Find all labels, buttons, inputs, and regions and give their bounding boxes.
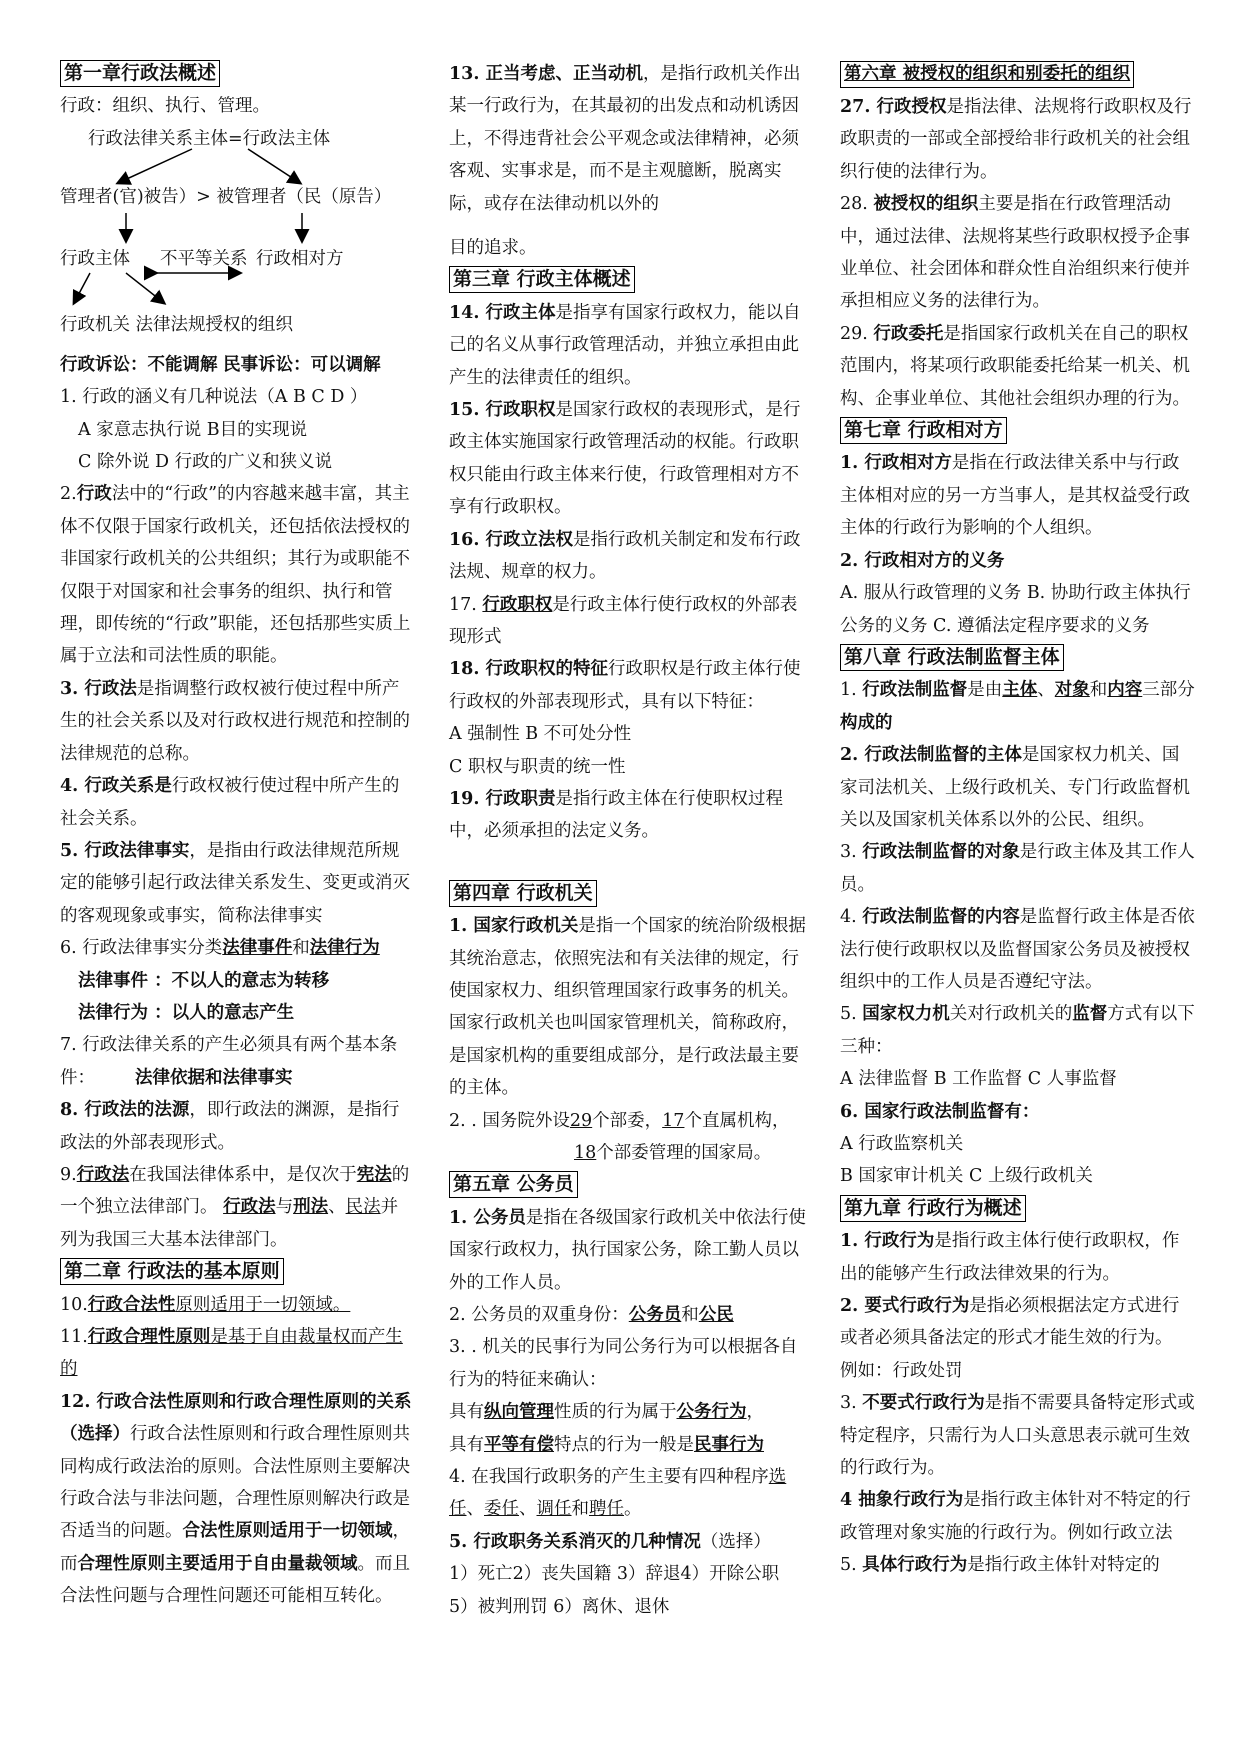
ch8-item-1: 1. 行政法制监督是由主体、对象和内容三部分构成的 [840,680,1195,733]
arrow-to-organ [74,273,90,303]
ch9-item-2: 2. 要式行政行为是指必须根据法定方式进行或者必须具备法定的形式才能生效的行为。 例如：行政处罚 [840,1296,1180,1381]
chapter-3-heading: 第三章 行政主体概述 [449,266,635,293]
paragraph-29: 29. 行政委托是指国家行政机关在自己的职权范围内，将某项行政职能委托给某一机关、机构、企事业单位、其他社会组织办理的行为。 [840,323,1190,409]
ch5-item-3-line-b: 具有平等有偿特点的行为一般是民事行为 [449,1434,764,1455]
ch8-item-6-bc: B 国家审计机关 C 上级行政机关 [840,1166,1093,1187]
ch5-item-3: 3. . 机关的民事行为同公务行为可以根据各自行为的特征来确认： [449,1337,798,1390]
chapter-5-heading: 第五章 公务员 [449,1171,578,1198]
ch9-item-4: 4 抽象行政行为是指行政主体针对不特定的行政管理对象实施的行政行为。例如行政立法 [840,1490,1191,1543]
ch8-item-5: 5. 国家权力机关对行政机关的监督方式有以下三种： [840,1004,1195,1057]
paragraph-18-ab: A 强制性 B 不可处分性 [449,724,632,745]
ch5-item-3-line-a: 具有纵向管理性质的行为属于公务行为， [449,1402,764,1423]
column-1 [60,58,415,1613]
ch4-item-2-cont: 18个部委管理的国家局。 [574,1143,772,1163]
ch5-item-2: 2. 公务员的双重身份：公务员和公民 [449,1305,734,1326]
ch4-item-2: 2. . 国务院外设29个部委，17个直属机构， [449,1110,790,1131]
paragraph-18-c: C 职权与职责的统一性 [449,756,626,777]
ch7-item-2-text: A. 服从行政管理的义务 B. 协助行政主体执行公务的义务 C. 遵循法定程序要求的义务 [840,583,1191,636]
ch8-item-5-options: A 法律监督 B 工作监督 C 人事监督 [840,1069,1117,1090]
paragraph-19: 19. 行政职责是指行政主体在行使职权过程中，必须承担的法定义务。 [449,788,784,842]
ch9-item-3: 3. 不要式行政行为是指不需要具备特定形式或特定程序，只需行为人口头意思表示就可生效的行政行为。 [840,1393,1195,1479]
ch5-item-5: 5. 行政职务关系消灭的几种情况（选择） [449,1531,771,1552]
question-1-options-cd: C 除外说 D 行政的广义和狭义说 [78,452,333,473]
chapter-6-heading: 第六章 被授权的组织和别委托的组织 [840,61,1134,88]
ch5-item-4: 4. 在我国行政职务的产生主要有四种程序选任、委任、调任和聘任。 [449,1467,787,1520]
paragraph-11: 11.行政合理性原则是基于自由裁量权而产生的 [60,1327,403,1380]
diagram-bottom-row: 行政机关 法律法规授权的组织 [60,314,294,335]
paragraph-7: 7. 行政法律关系的产生必须具有两个基本条件： 法律依据和法律事实 [60,1035,398,1088]
paragraph-27: 27. 行政授权是指法律、法规将行政职权及行政职责的一部或全部授给非行政机关的社会组织行使的法律行为。 [840,97,1192,182]
ch5-item-5-list-2: 5）被判刑罚 6）离休、退休 [449,1596,670,1617]
ch5-item-1: 1. 公务员是指在各级国家行政机关中依法行使国家行政权力，执行国家公务，除工勤人员以外的工作人员。 [449,1207,806,1293]
ch8-item-6-a: A 行政监察机关 [840,1134,964,1154]
ch8-item-6: 6. 国家行政法制监督有： [840,1101,1040,1122]
paragraph-3: 3. 行政法是指调整行政权被行使过程中所产生的社会关系以及对行政权进行规范和控制的法律规范的总称。 [60,678,410,764]
ch8-item-4: 4. 行政法制监督的内容是监督行政主体是否依法行使行政职权以及监督国家公务员及被授权组织中的工作人员是否遵纪守法。 [840,907,1195,992]
paragraph-6: 6. 行政法律事实分类法律事件和法律行为 [60,938,380,959]
ch5-item-5-list-1: 1）死亡2）丧失国籍 3）辞退4）开除公职 [449,1564,780,1585]
paragraph-14: 14. 行政主体是指享有国家行政权力，能以自己的名义从事行政管理活动，并独立承担由此产生的法律责任的组织。 [449,302,801,388]
paragraph-13: 13. 正当考虑、正当动机，是指行政机关作出某一行政行为，在其最初的出发点和动机诱因上，不得违背社会公平观念或法律精神，必须客观、实事求是，而不是主观臆断，脱离实际，或存在法律动机以外的 [449,64,801,214]
chapter-2-heading: 第二章 行政法的基本原则 [60,1258,284,1285]
paragraph-9: 9.行政法在我国法律体系中，是仅次于宪法的一个独立法律部门。 行政法与刑法、民法并列为我国三大基本法律部门。 [60,1164,410,1250]
arrow-to-authorized [126,273,164,303]
diagram-manager-row: 管理者(官)被告）> 被管理者（民（原告） [60,186,392,207]
administration-definition: 行政：组织、执行、管理。 [60,96,270,117]
relationship-diagram [60,125,415,349]
ch4-item-1: 1. 国家行政机关是指一个国家的统治阶级根据其统治意志，依照宪法和有关法律的规定，行使国家权力、组织管理国家行政事务的机关。国家行政机关也叫国家管理机关，简称政府，是国家机构的重要组成部分，是行政法最主要的主体。 [449,916,806,1099]
column-3 [840,58,1195,1582]
paragraph-16: 16. 行政立法权是指行政机关制定和发布行政法规、规章的权力。 [449,529,801,583]
ch9-item-1: 1. 行政行为是指行政主体行使行政职权，作出的能够产生行政法律效果的行为。 [840,1231,1180,1284]
ch7-item-2-title: 2. 行政相对方的义务 [840,550,1005,571]
chapter-9-heading: 第九章 行政行为概述 [840,1195,1026,1222]
paragraph-8: 8. 行政法的法源，即行政法的渊源，是指行政法的外部表现形式。 [60,1100,400,1153]
paragraph-5: 5. 行政法律事实，是指由行政法律规范所规定的能够引起行政法律关系发生、变更或消灭的客观现象或事实，简称法律事实 [60,840,410,926]
litigation-line: 行政诉讼：不能调解 民事诉讼：可以调解 [60,354,381,375]
paragraph-4: 4. 行政关系是行政权被行使过程中所产生的社会关系。 [60,776,400,829]
paragraph-17: 17. 行政职权是行政主体行使行政权的外部表现形式 [449,594,798,647]
paragraph-28: 28. 被授权的组织主要是指在行政管理活动中，通过法律、法规将某些行政职权授予企事业单位、社会团体和群众性自治组织来行使并承担相应义务的法律行为。 [840,194,1190,312]
chapter-8-heading: 第八章 行政法制监督主体 [840,644,1064,671]
column-2 [449,58,807,1623]
diagram-unequal: 不平等关系 [160,248,248,269]
paragraph-2: 2.行政法中的“行政”的内容越来越丰富，其主体不仅限于国家行政机关，还包括依法授权的非国家行政机关的公共组织；其行为或职能不仅限于对国家和社会事务的组织、执行和管理，即传统的“行政”职能，还包括那些实质上属于立法和司法性质的职能。 [60,484,411,667]
paragraph-15: 15. 行政职权是国家行政权的表现形式，是行政主体实施国家行政管理活动的权能。行政职权只能由行政主体来行使，行政管理相对方不享有行政职权。 [449,400,801,518]
diagram-subject: 行政主体 [60,248,130,269]
paragraph-18: 18. 行政职权的特征行政职权是行政主体行使行政权的外部表现形式，具有以下特征： [449,659,801,712]
chapter-7-heading: 第七章 行政相对方 [840,417,1007,444]
chapter-4-heading: 第四章 行政机关 [449,880,597,907]
chapter-1-heading: 第一章行政法概述 [60,60,220,87]
paragraph-13-end: 目的追求。 [449,238,537,259]
ch7-item-1: 1. 行政相对方是指在行政法律关系中与行政主体相对应的另一方当事人，是其权益受行政主体的行政行为影响的个人组织。 [840,453,1190,539]
paragraph-12: 12. 行政合法性原则和行政合理性原则的关系（选择）行政合法性原则和行政合理性原则共同构成行政法治的原则。合法性原则主要解决行政合法与非法问题，合理性原则解决行政是否适当的问题。合法性原则适用于一切领域，而合理性原则主要适用于自由量裁领域。而且合法性问题与合理性问题还可能相互转化。 [60,1391,412,1607]
paragraph-10: 10.行政合法性原则适用于一切领域。 [60,1294,351,1315]
question-1: 1. 行政的涵义有几种说法（A B C D ） [60,387,368,408]
diagram-top-label: 行政法律关系主体=行政法主体 [88,128,331,149]
diagram-counterpart: 行政相对方 [256,248,344,269]
paragraph-6-act: 法律行为 ：以人的意志产生 [78,1002,295,1023]
ch8-item-3: 3. 行政法制监督的对象是行政主体及其工作人员。 [840,842,1195,895]
paragraph-6-event: 法律事件 ：不以人的意志为转移 [78,970,330,991]
ch9-item-5: 5. 具体行政行为是指行政主体针对特定的 [840,1555,1160,1576]
ch8-item-2: 2. 行政法制监督的主体是国家权力机关、国家司法机关、上级行政机关、专门行政监督机关以及国家机关体系以外的公民、组织。 [840,745,1190,830]
question-1-options-ab: A 家意志执行说 B目的实现说 [78,419,308,440]
